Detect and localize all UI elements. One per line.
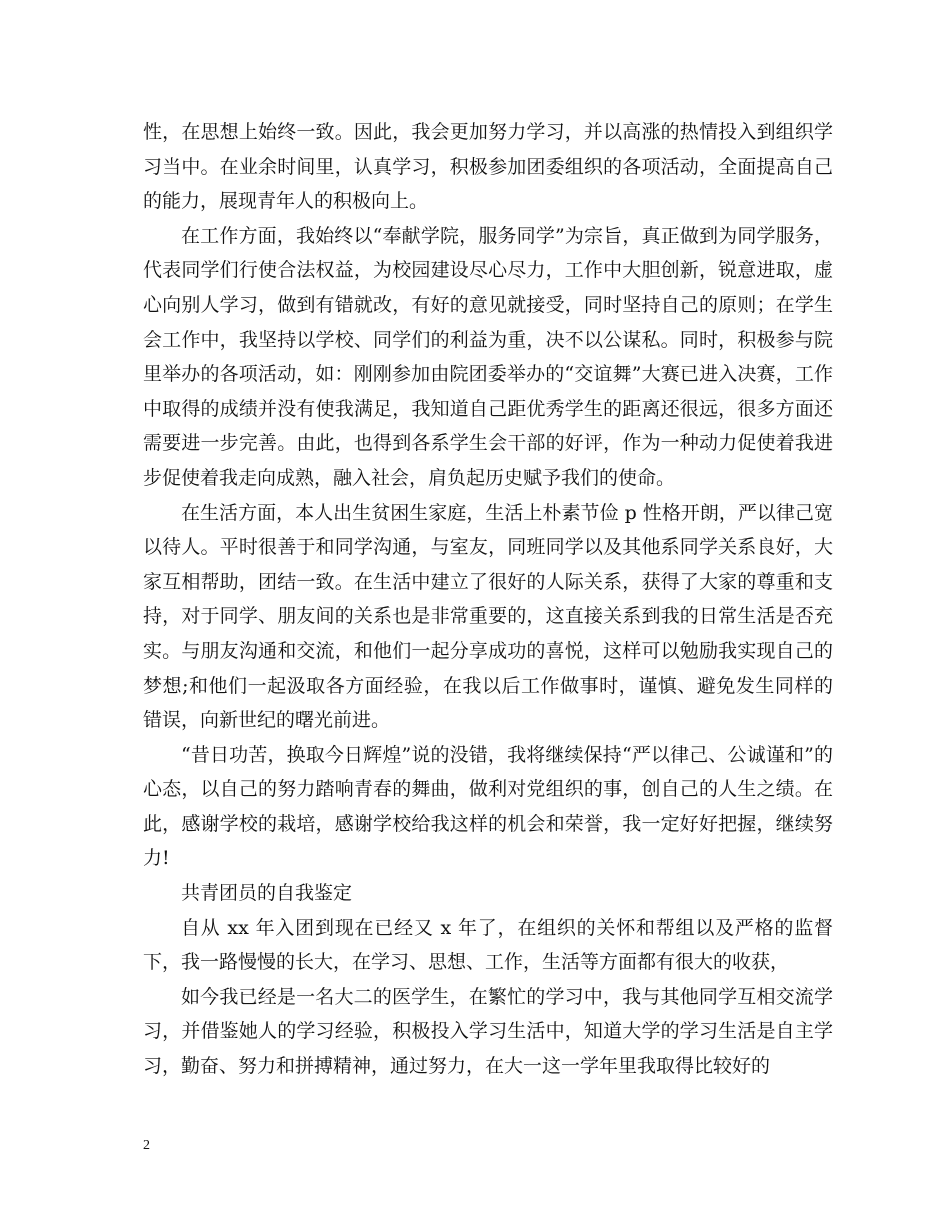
paragraph-intro: 自从 xx 年入团到现在已经又 x 年了，在组织的关怀和帮组以及严格的监督下，我一路慢慢的长大，在学习、思想、工作，生活等方面都有很大的收获， [143,916,833,974]
page-number: 2 [143,1138,150,1153]
paragraph-continuation: 性，在思想上始终一致。因此，我会更加努力学习，并以高涨的热情投入到组织学习当中。在业余时间里，认真学习，积极参加团委组织的各项活动，全面提高自己的能力，展现青年人的积极向上。 [143,121,833,213]
paragraph-work: 在工作方面，我始终以“奉献学院，服务同学”为宗旨，真正做到为同学服务，代表同学们行使合法权益，为校园建设尽心尽力，工作中大胆创新，锐意进取，虚心向别人学习，做到有错就改，有好的意见就接受，同时坚持自己的原则；在学生会工作中，我坚持以学校、同学们的利益为重，决不以公谋私。同时，积极参与院里举办的各项活动，如：刚刚参加由院团委举办的“交谊舞”大赛已进入决赛，工作中取得的成绩并没有使我满足，我知道自己距优秀学生的距离还很远，很多方面还需要进一步完善。由此，也得到各系学生会干部的好评，作为一种动力促使着我进步促使着我走向成熟，融入社会，肩负起历史赋予我们的使命。 [143,224,833,489]
document-body [143,115,833,1084]
paragraph-life: 在生活方面，本人出生贫困生家庭，生活上朴素节俭 p 性格开朗，严以律己宽以待人。平时很善于和同学沟通，与室友，同班同学以及其他系同学关系良好，大家互相帮助，团结一致。在生活中建立了很好的人际关系，获得了大家的尊重和支持，对于同学、朋友间的关系也是非常重要的，这直接关系到我的日常生活是否充实。与朋友沟通和交流，和他们一起分享成功的喜悦，这样可以勉励我实现自己的梦想;和他们一起汲取各方面经验，在我以后工作做事时，谨慎、避免发生同样的错误，向新世纪的曙光前进。 [143,501,833,732]
paragraph-study: 如今我已经是一名大二的医学生，在繁忙的学习中，我与其他同学互相交流学习，并借鉴她人的学习经验，积极投入学习生活中，知道大学的学习生活是自主学习，勤奋、努力和拼搏精神，通过努力，在大一这一学年里我取得比较好的 [143,985,833,1078]
section-heading: 共青团员的自我鉴定 [181,882,353,905]
paragraph-conclusion: “昔日功苦，换取今日辉煌”说的没错，我将继续保持“严以律己、公诚谨和”的心态，以自己的努力踏响青春的舞曲，做利对党组织的事，创自己的人生之绩。在此，感谢学校的栽培，感谢学校给我这样的机会和荣誉，我一定好好把握，继续努力! [143,743,833,870]
